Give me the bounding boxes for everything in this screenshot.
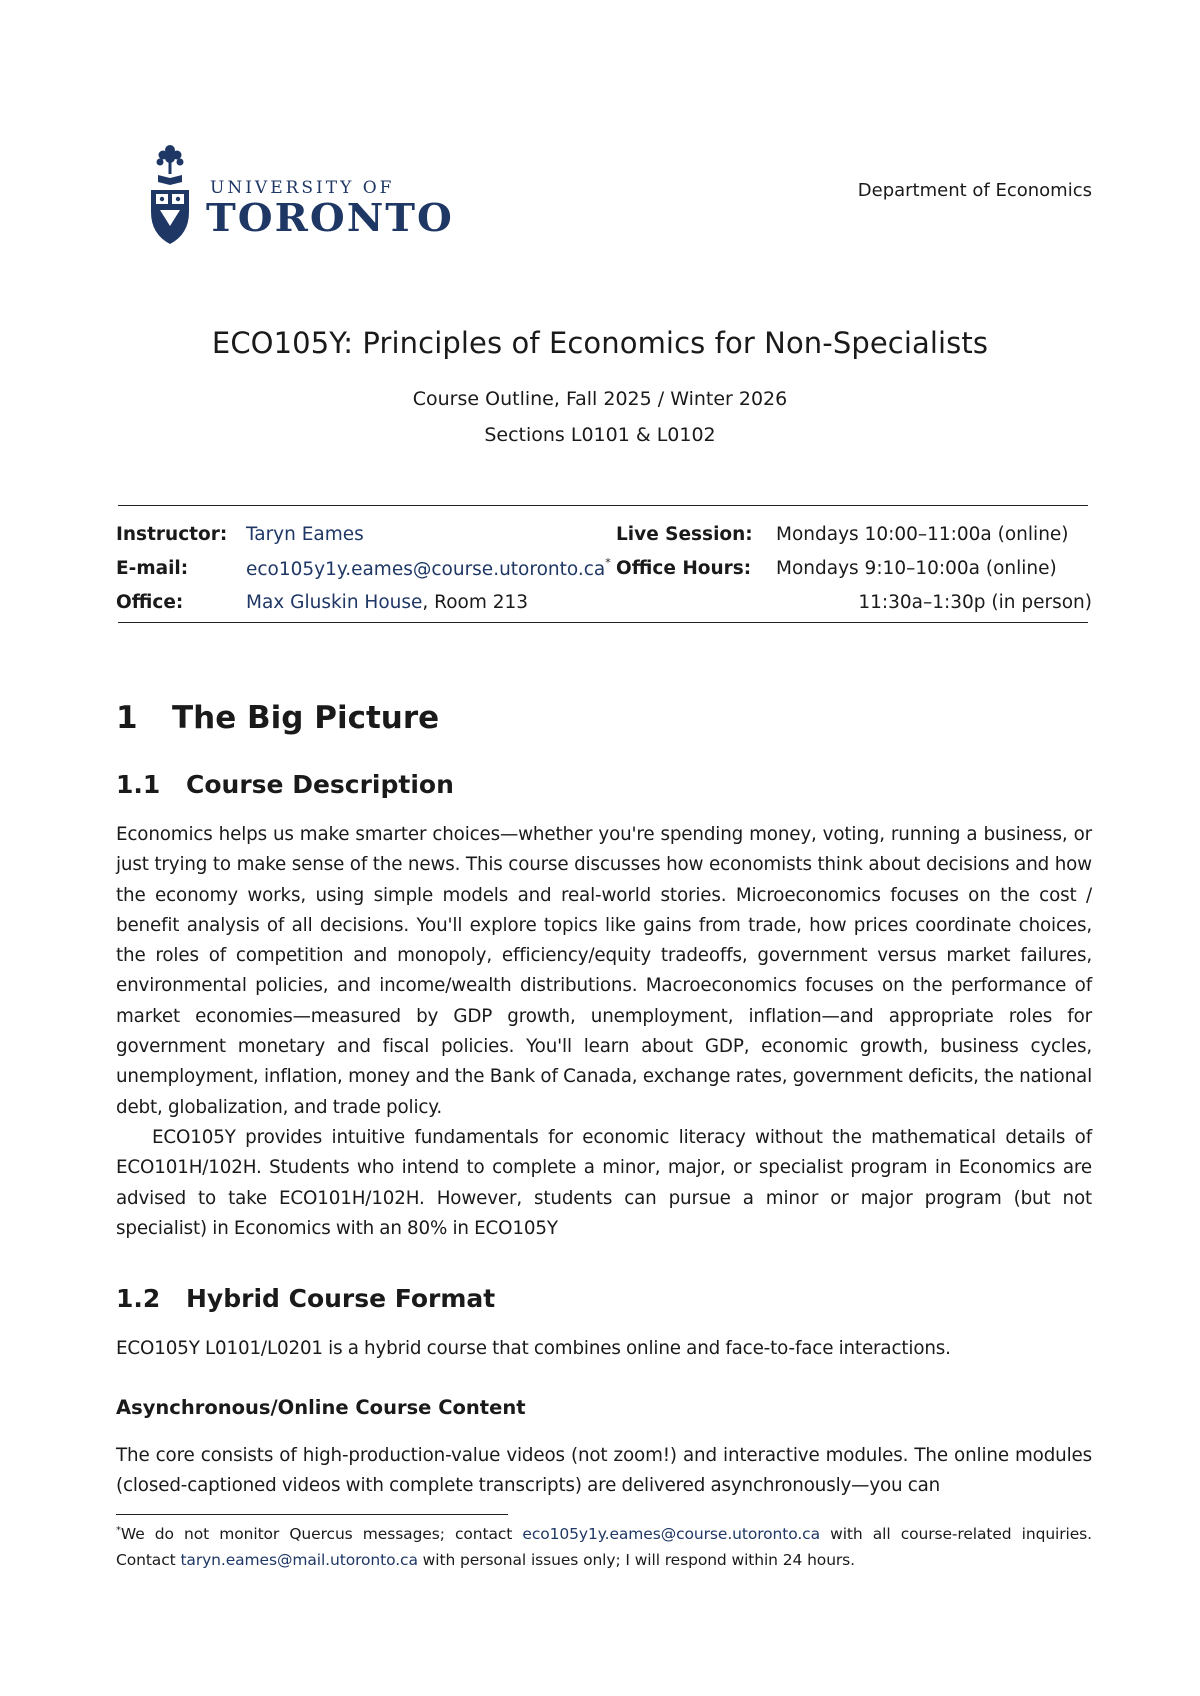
office-hours-label: Office Hours: [616, 558, 752, 579]
section-1-1-heading [116, 770, 454, 799]
logo-university-text: UNIVERSITY OF [210, 178, 395, 198]
department-name: Department of Economics [857, 180, 1092, 201]
instructor-link[interactable]: Taryn Eames [246, 524, 364, 545]
footnote-text-1: We do not monitor Quercus messages; contact [120, 1525, 523, 1544]
email-footnote-marker[interactable]: * [605, 556, 611, 569]
course-term: Course Outline, Fall 2025 / Winter 2026 [412, 388, 788, 410]
footnote-text-2: with all course-related inquiries. Contact [116, 1525, 1092, 1570]
section-1-2-heading [116, 1284, 495, 1313]
hybrid-format-paragraph: ECO105Y L0101/L0201 is a hybrid course that combines online and face-to-face interactions. [116, 1338, 951, 1359]
course-description-paragraph-1: Economics helps us make smarter choices—whether you're spending money, voting, running a business, or just trying to make sense of the news. This course discusses how economists think about decisions and how the economy works, using simple models and real-world stories. Microeconomics focuses on the cost / benefit analysis of all decisions. You'll explore topics like gains from trade, how prices coordinate choices, the roles of competition and monopoly, efficiency/equity tradeoffs, government versus market failures, environmental policies, and income/wealth distributions. Macroeconomics focuses on the performance of market economies—measured by GDP growth, unemployment, inflation—and appropriate roles for government monetary and fiscal policies. You'll learn about GDP, economic growth, business cycles, unemployment, inflation, money and the Bank of Canada, exchange rates, government deficits, the national debt, globalization, and trade policy. [116, 824, 1092, 1118]
footnote-marker: * [116, 1525, 121, 1536]
university-logo [148, 142, 454, 250]
info-table-bottom-rule [118, 622, 1088, 623]
footnote-personal-email-link[interactable]: taryn.eames@mail.utoronto.ca [180, 1551, 418, 1570]
live-session-label: Live Session: [616, 524, 753, 545]
section-1-1-number: 1.1 [116, 770, 161, 799]
uoft-crest-icon [148, 142, 192, 250]
live-session-value: Mondays 10:00–11:00a (online) [776, 524, 1069, 545]
section-1-heading [116, 700, 439, 736]
section-1-2-title: Hybrid Course Format [186, 1284, 496, 1313]
logo-toronto-text: TORONTO [206, 196, 454, 241]
footnote-course-email-link[interactable]: eco105y1y.eames@course.utoronto.ca [522, 1525, 821, 1544]
async-content-heading: Asynchronous/Online Course Content [116, 1396, 526, 1419]
course-title: ECO105Y: Principles of Economics for Non-Specialists [211, 326, 989, 360]
footnote-text-3: with personal issues only; I will respond within 24 hours. [417, 1551, 855, 1570]
office-room: , Room 213 [422, 592, 529, 613]
office-hours-value-2: 11:30a–1:30p (in person) [858, 592, 1092, 613]
office-hours-value-1: Mondays 9:10–10:00a (online) [776, 558, 1057, 579]
instructor-label: Instructor: [116, 524, 228, 545]
section-1-1-title: Course Description [186, 770, 454, 799]
info-table-top-rule [118, 505, 1088, 506]
office-cell [246, 592, 528, 613]
footnote [116, 1518, 1092, 1573]
course-description-paragraph-2: ECO105Y provides intuitive fundamentals for economic literacy without the mathematical details of ECO101H/102H. Students who intend to complete a minor, major, or specialist program in Economics are advised to take ECO101H/102H. However, students can pursue a minor or major program (but not specialist) in Economics with an 80% in ECO105Y [116, 1127, 1092, 1239]
section-1-title: The Big Picture [172, 700, 440, 736]
section-1-number: 1 [116, 700, 138, 736]
office-link[interactable]: Max Gluskin House [246, 592, 423, 613]
async-content-paragraph: The core consists of high-production-value videos (not zoom!) and interactive modules. The online modules (closed-captioned videos with complete transcripts) are delivered asynchronously—you can [116, 1445, 1092, 1497]
email-link[interactable]: eco105y1y.eames@course.utoronto.ca [246, 559, 606, 581]
course-sections: Sections L0101 & L0102 [484, 424, 716, 446]
section-1-2-number: 1.2 [116, 1284, 161, 1313]
email-label: E-mail: [116, 558, 189, 579]
email-cell [246, 558, 611, 580]
footnote-rule [116, 1514, 508, 1515]
office-label: Office: [116, 592, 184, 613]
